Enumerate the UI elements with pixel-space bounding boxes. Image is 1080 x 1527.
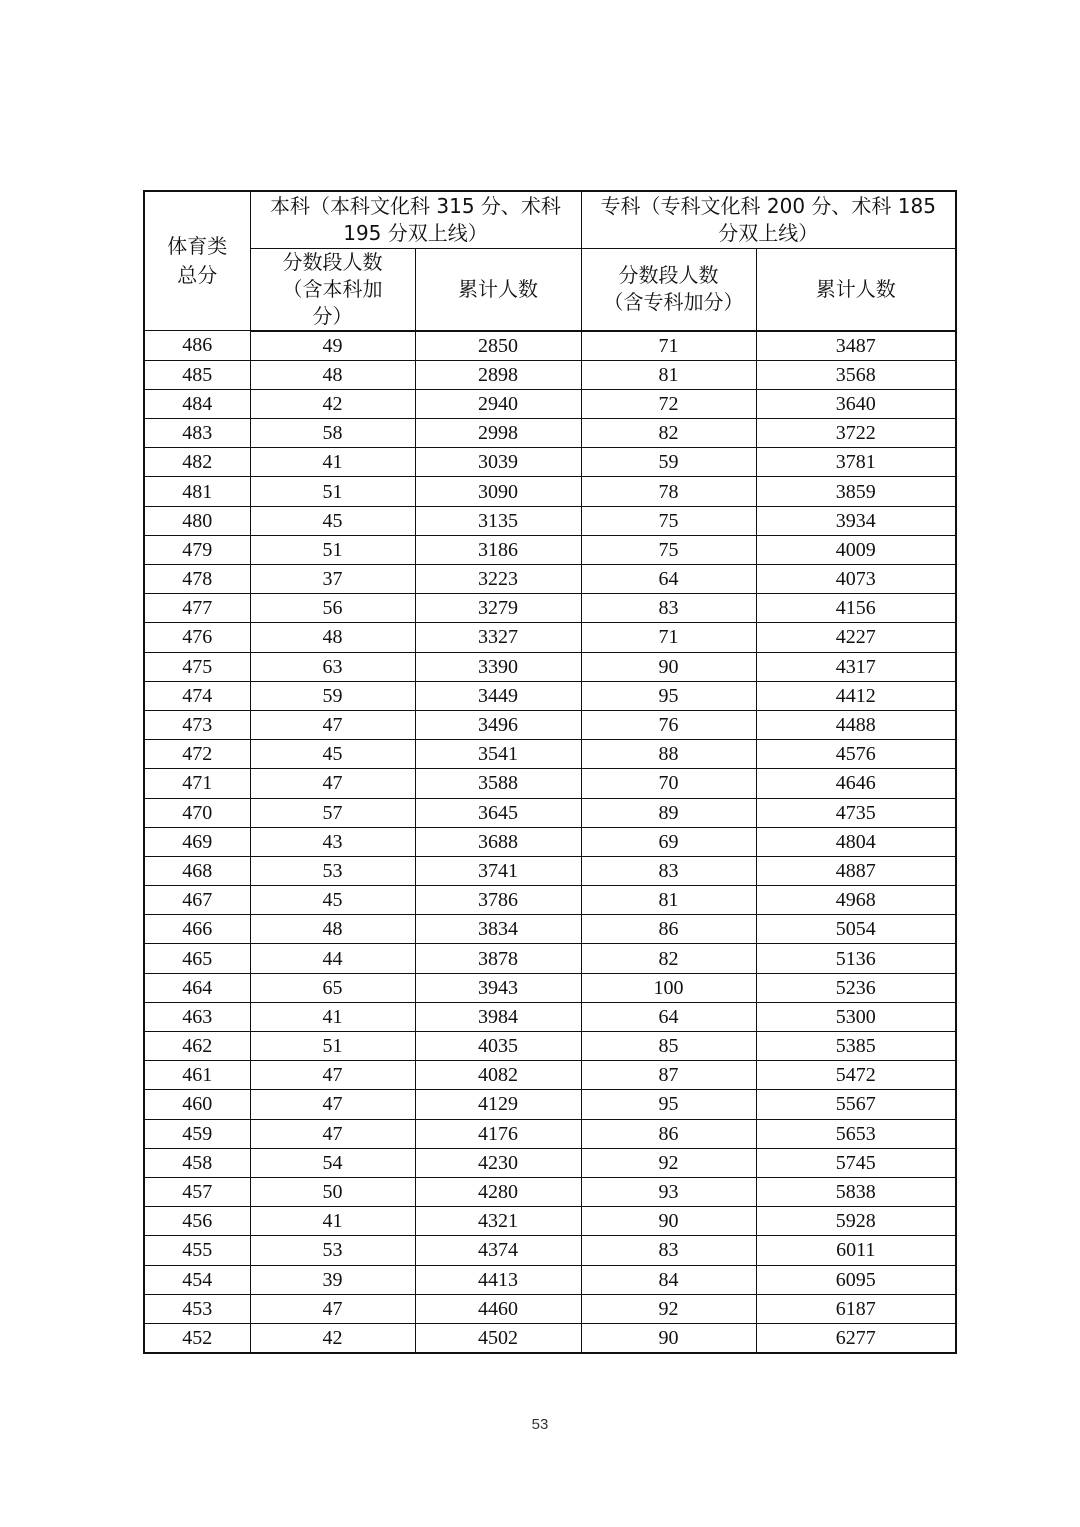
undergrad-segment-cell: 63	[250, 652, 415, 681]
junior-segment-cell: 93	[581, 1177, 756, 1206]
junior-cumulative-cell: 5928	[756, 1207, 956, 1236]
junior-cumulative-cell: 3640	[756, 389, 956, 418]
junior-segment-cell: 83	[581, 1236, 756, 1265]
total-score-cell: 460	[144, 1090, 250, 1119]
undergrad-cumulative-cell: 3541	[415, 740, 581, 769]
undergrad-cumulative-cell: 4413	[415, 1265, 581, 1294]
junior-segment-cell: 83	[581, 594, 756, 623]
undergrad-cumulative-cell: 4082	[415, 1061, 581, 1090]
total-score-cell: 470	[144, 798, 250, 827]
header-junior-group: 专科（专科文化科 200 分、术科 185 分双上线）	[581, 191, 956, 248]
junior-segment-cell: 90	[581, 1323, 756, 1353]
undergrad-segment-cell: 45	[250, 740, 415, 769]
undergrad-segment-cell: 47	[250, 769, 415, 798]
undergrad-segment-cell: 49	[250, 331, 415, 361]
total-score-cell: 471	[144, 769, 250, 798]
junior-cumulative-cell: 4009	[756, 535, 956, 564]
total-score-cell: 465	[144, 944, 250, 973]
total-score-cell: 478	[144, 565, 250, 594]
header-junior-cumulative: 累计人数	[756, 248, 956, 331]
junior-segment-cell: 92	[581, 1148, 756, 1177]
junior-segment-cell: 95	[581, 1090, 756, 1119]
junior-cumulative-cell: 5745	[756, 1148, 956, 1177]
undergrad-cumulative-cell: 3588	[415, 769, 581, 798]
table-body	[144, 331, 956, 1354]
undergrad-segment-cell: 58	[250, 419, 415, 448]
total-score-cell: 467	[144, 886, 250, 915]
table-row	[144, 1265, 956, 1294]
total-score-cell: 457	[144, 1177, 250, 1206]
table-row	[144, 1002, 956, 1031]
junior-cumulative-cell: 5472	[756, 1061, 956, 1090]
total-score-cell: 485	[144, 360, 250, 389]
junior-segment-cell: 83	[581, 856, 756, 885]
undergrad-segment-cell: 41	[250, 1002, 415, 1031]
score-distribution-table-container	[143, 190, 955, 1354]
table-row	[144, 856, 956, 885]
junior-cumulative-cell: 4968	[756, 886, 956, 915]
undergrad-cumulative-cell: 4460	[415, 1294, 581, 1323]
undergrad-cumulative-cell: 3327	[415, 623, 581, 652]
junior-cumulative-cell: 4317	[756, 652, 956, 681]
undergrad-segment-cell: 65	[250, 973, 415, 1002]
junior-cumulative-cell: 6095	[756, 1265, 956, 1294]
total-score-cell: 452	[144, 1323, 250, 1353]
undergrad-segment-cell: 47	[250, 1294, 415, 1323]
undergrad-cumulative-cell: 4280	[415, 1177, 581, 1206]
undergrad-segment-cell: 51	[250, 477, 415, 506]
table-row	[144, 594, 956, 623]
junior-cumulative-cell: 3722	[756, 419, 956, 448]
undergrad-cumulative-cell: 2998	[415, 419, 581, 448]
junior-cumulative-cell: 5236	[756, 973, 956, 1002]
undergrad-cumulative-cell: 4129	[415, 1090, 581, 1119]
header-undergrad-group: 本科（本科文化科 315 分、术科 195 分双上线）	[250, 191, 581, 248]
table-row	[144, 769, 956, 798]
undergrad-cumulative-cell: 4176	[415, 1119, 581, 1148]
table-row	[144, 565, 956, 594]
junior-segment-cell: 76	[581, 710, 756, 739]
undergrad-cumulative-cell: 3223	[415, 565, 581, 594]
undergrad-cumulative-cell: 4502	[415, 1323, 581, 1353]
table-row	[144, 331, 956, 361]
table-row	[144, 827, 956, 856]
total-score-cell: 473	[144, 710, 250, 739]
undergrad-cumulative-cell: 3039	[415, 448, 581, 477]
header-junior-segment: 分数段人数（含专科加分）	[581, 248, 756, 331]
undergrad-segment-cell: 48	[250, 623, 415, 652]
junior-segment-cell: 89	[581, 798, 756, 827]
total-score-cell: 477	[144, 594, 250, 623]
undergrad-segment-cell: 54	[250, 1148, 415, 1177]
undergrad-segment-cell: 53	[250, 856, 415, 885]
table-row	[144, 1236, 956, 1265]
total-score-cell: 482	[144, 448, 250, 477]
junior-cumulative-cell: 3487	[756, 331, 956, 361]
undergrad-cumulative-cell: 2850	[415, 331, 581, 361]
junior-cumulative-cell: 3568	[756, 360, 956, 389]
undergrad-segment-cell: 48	[250, 360, 415, 389]
total-score-cell: 463	[144, 1002, 250, 1031]
undergrad-segment-cell: 51	[250, 535, 415, 564]
total-score-cell: 476	[144, 623, 250, 652]
junior-segment-cell: 85	[581, 1032, 756, 1061]
total-score-cell: 483	[144, 419, 250, 448]
total-score-cell: 459	[144, 1119, 250, 1148]
table-row	[144, 886, 956, 915]
junior-cumulative-cell: 4156	[756, 594, 956, 623]
junior-segment-cell: 72	[581, 389, 756, 418]
undergrad-cumulative-cell: 4321	[415, 1207, 581, 1236]
undergrad-cumulative-cell: 3186	[415, 535, 581, 564]
undergrad-segment-cell: 53	[250, 1236, 415, 1265]
junior-segment-cell: 90	[581, 1207, 756, 1236]
table-row	[144, 1177, 956, 1206]
undergrad-segment-cell: 41	[250, 448, 415, 477]
junior-segment-cell: 71	[581, 331, 756, 361]
table-header	[144, 191, 956, 331]
junior-cumulative-cell: 4735	[756, 798, 956, 827]
undergrad-segment-cell: 56	[250, 594, 415, 623]
total-score-cell: 458	[144, 1148, 250, 1177]
junior-cumulative-cell: 4227	[756, 623, 956, 652]
header-undergrad-segment: 分数段人数（含本科加分）	[250, 248, 415, 331]
junior-segment-cell: 81	[581, 360, 756, 389]
undergrad-segment-cell: 57	[250, 798, 415, 827]
undergrad-segment-cell: 42	[250, 1323, 415, 1353]
table-row	[144, 1207, 956, 1236]
undergrad-segment-cell: 51	[250, 1032, 415, 1061]
junior-segment-cell: 82	[581, 419, 756, 448]
table-row	[144, 1090, 956, 1119]
junior-cumulative-cell: 3859	[756, 477, 956, 506]
junior-segment-cell: 75	[581, 506, 756, 535]
total-score-cell: 468	[144, 856, 250, 885]
table-row	[144, 389, 956, 418]
junior-segment-cell: 86	[581, 1119, 756, 1148]
header-total-score: 体育类总分	[144, 191, 250, 331]
undergrad-segment-cell: 45	[250, 886, 415, 915]
undergrad-cumulative-cell: 3449	[415, 681, 581, 710]
undergrad-segment-cell: 37	[250, 565, 415, 594]
junior-segment-cell: 92	[581, 1294, 756, 1323]
undergrad-segment-cell: 47	[250, 710, 415, 739]
junior-cumulative-cell: 5567	[756, 1090, 956, 1119]
table-row	[144, 506, 956, 535]
undergrad-cumulative-cell: 4230	[415, 1148, 581, 1177]
table-row	[144, 915, 956, 944]
junior-segment-cell: 78	[581, 477, 756, 506]
junior-cumulative-cell: 4073	[756, 565, 956, 594]
junior-cumulative-cell: 3781	[756, 448, 956, 477]
undergrad-segment-cell: 47	[250, 1061, 415, 1090]
table-row	[144, 1061, 956, 1090]
junior-segment-cell: 75	[581, 535, 756, 564]
junior-cumulative-cell: 6011	[756, 1236, 956, 1265]
undergrad-segment-cell: 43	[250, 827, 415, 856]
total-score-cell: 472	[144, 740, 250, 769]
undergrad-cumulative-cell: 3135	[415, 506, 581, 535]
undergrad-cumulative-cell: 3688	[415, 827, 581, 856]
junior-segment-cell: 70	[581, 769, 756, 798]
junior-cumulative-cell: 4646	[756, 769, 956, 798]
junior-cumulative-cell: 4576	[756, 740, 956, 769]
junior-segment-cell: 86	[581, 915, 756, 944]
total-score-cell: 453	[144, 1294, 250, 1323]
undergrad-cumulative-cell: 3741	[415, 856, 581, 885]
junior-cumulative-cell: 5054	[756, 915, 956, 944]
junior-segment-cell: 81	[581, 886, 756, 915]
undergrad-segment-cell: 59	[250, 681, 415, 710]
table-row	[144, 1032, 956, 1061]
undergrad-cumulative-cell: 3834	[415, 915, 581, 944]
junior-cumulative-cell: 4887	[756, 856, 956, 885]
undergrad-cumulative-cell: 3943	[415, 973, 581, 1002]
table-row	[144, 1148, 956, 1177]
junior-cumulative-cell: 3934	[756, 506, 956, 535]
junior-cumulative-cell: 5385	[756, 1032, 956, 1061]
table-row	[144, 477, 956, 506]
junior-segment-cell: 90	[581, 652, 756, 681]
undergrad-cumulative-cell: 2898	[415, 360, 581, 389]
undergrad-segment-cell: 42	[250, 389, 415, 418]
junior-cumulative-cell: 5300	[756, 1002, 956, 1031]
junior-cumulative-cell: 5136	[756, 944, 956, 973]
junior-cumulative-cell: 5838	[756, 1177, 956, 1206]
undergrad-cumulative-cell: 3496	[415, 710, 581, 739]
junior-segment-cell: 88	[581, 740, 756, 769]
score-distribution-table	[143, 190, 957, 1354]
total-score-cell: 479	[144, 535, 250, 564]
total-score-cell: 486	[144, 331, 250, 361]
undergrad-cumulative-cell: 4035	[415, 1032, 581, 1061]
table-row	[144, 798, 956, 827]
total-score-cell: 464	[144, 973, 250, 1002]
junior-segment-cell: 69	[581, 827, 756, 856]
undergrad-segment-cell: 44	[250, 944, 415, 973]
total-score-cell: 469	[144, 827, 250, 856]
junior-cumulative-cell: 6277	[756, 1323, 956, 1353]
undergrad-segment-cell: 45	[250, 506, 415, 535]
table-row	[144, 1294, 956, 1323]
undergrad-segment-cell: 41	[250, 1207, 415, 1236]
total-score-cell: 480	[144, 506, 250, 535]
undergrad-segment-cell: 39	[250, 1265, 415, 1294]
undergrad-segment-cell: 50	[250, 1177, 415, 1206]
table-row	[144, 623, 956, 652]
page-number: 53	[531, 1416, 549, 1433]
total-score-cell: 454	[144, 1265, 250, 1294]
total-score-cell: 466	[144, 915, 250, 944]
junior-cumulative-cell: 6187	[756, 1294, 956, 1323]
junior-segment-cell: 82	[581, 944, 756, 973]
junior-cumulative-cell: 4804	[756, 827, 956, 856]
undergrad-cumulative-cell: 3984	[415, 1002, 581, 1031]
undergrad-cumulative-cell: 3786	[415, 886, 581, 915]
total-score-cell: 462	[144, 1032, 250, 1061]
junior-segment-cell: 87	[581, 1061, 756, 1090]
junior-cumulative-cell: 4488	[756, 710, 956, 739]
junior-segment-cell: 100	[581, 973, 756, 1002]
header-undergrad-cumulative: 累计人数	[415, 248, 581, 331]
undergrad-cumulative-cell: 4374	[415, 1236, 581, 1265]
undergrad-segment-cell: 47	[250, 1090, 415, 1119]
table-row	[144, 944, 956, 973]
total-score-cell: 475	[144, 652, 250, 681]
junior-cumulative-cell: 4412	[756, 681, 956, 710]
undergrad-segment-cell: 48	[250, 915, 415, 944]
table-row	[144, 448, 956, 477]
total-score-cell: 461	[144, 1061, 250, 1090]
total-score-cell: 455	[144, 1236, 250, 1265]
table-row	[144, 1323, 956, 1353]
junior-segment-cell: 84	[581, 1265, 756, 1294]
table-row	[144, 973, 956, 1002]
table-row	[144, 360, 956, 389]
undergrad-cumulative-cell: 3645	[415, 798, 581, 827]
table-row	[144, 681, 956, 710]
undergrad-cumulative-cell: 3878	[415, 944, 581, 973]
table-row	[144, 535, 956, 564]
junior-segment-cell: 95	[581, 681, 756, 710]
undergrad-cumulative-cell: 3390	[415, 652, 581, 681]
total-score-cell: 456	[144, 1207, 250, 1236]
table-row	[144, 1119, 956, 1148]
table-row	[144, 710, 956, 739]
junior-segment-cell: 71	[581, 623, 756, 652]
table-row	[144, 740, 956, 769]
total-score-cell: 484	[144, 389, 250, 418]
undergrad-segment-cell: 47	[250, 1119, 415, 1148]
junior-segment-cell: 64	[581, 565, 756, 594]
undergrad-cumulative-cell: 3090	[415, 477, 581, 506]
junior-cumulative-cell: 5653	[756, 1119, 956, 1148]
junior-segment-cell: 64	[581, 1002, 756, 1031]
total-score-cell: 474	[144, 681, 250, 710]
undergrad-cumulative-cell: 3279	[415, 594, 581, 623]
table-row	[144, 652, 956, 681]
table-row	[144, 419, 956, 448]
junior-segment-cell: 59	[581, 448, 756, 477]
total-score-cell: 481	[144, 477, 250, 506]
undergrad-cumulative-cell: 2940	[415, 389, 581, 418]
